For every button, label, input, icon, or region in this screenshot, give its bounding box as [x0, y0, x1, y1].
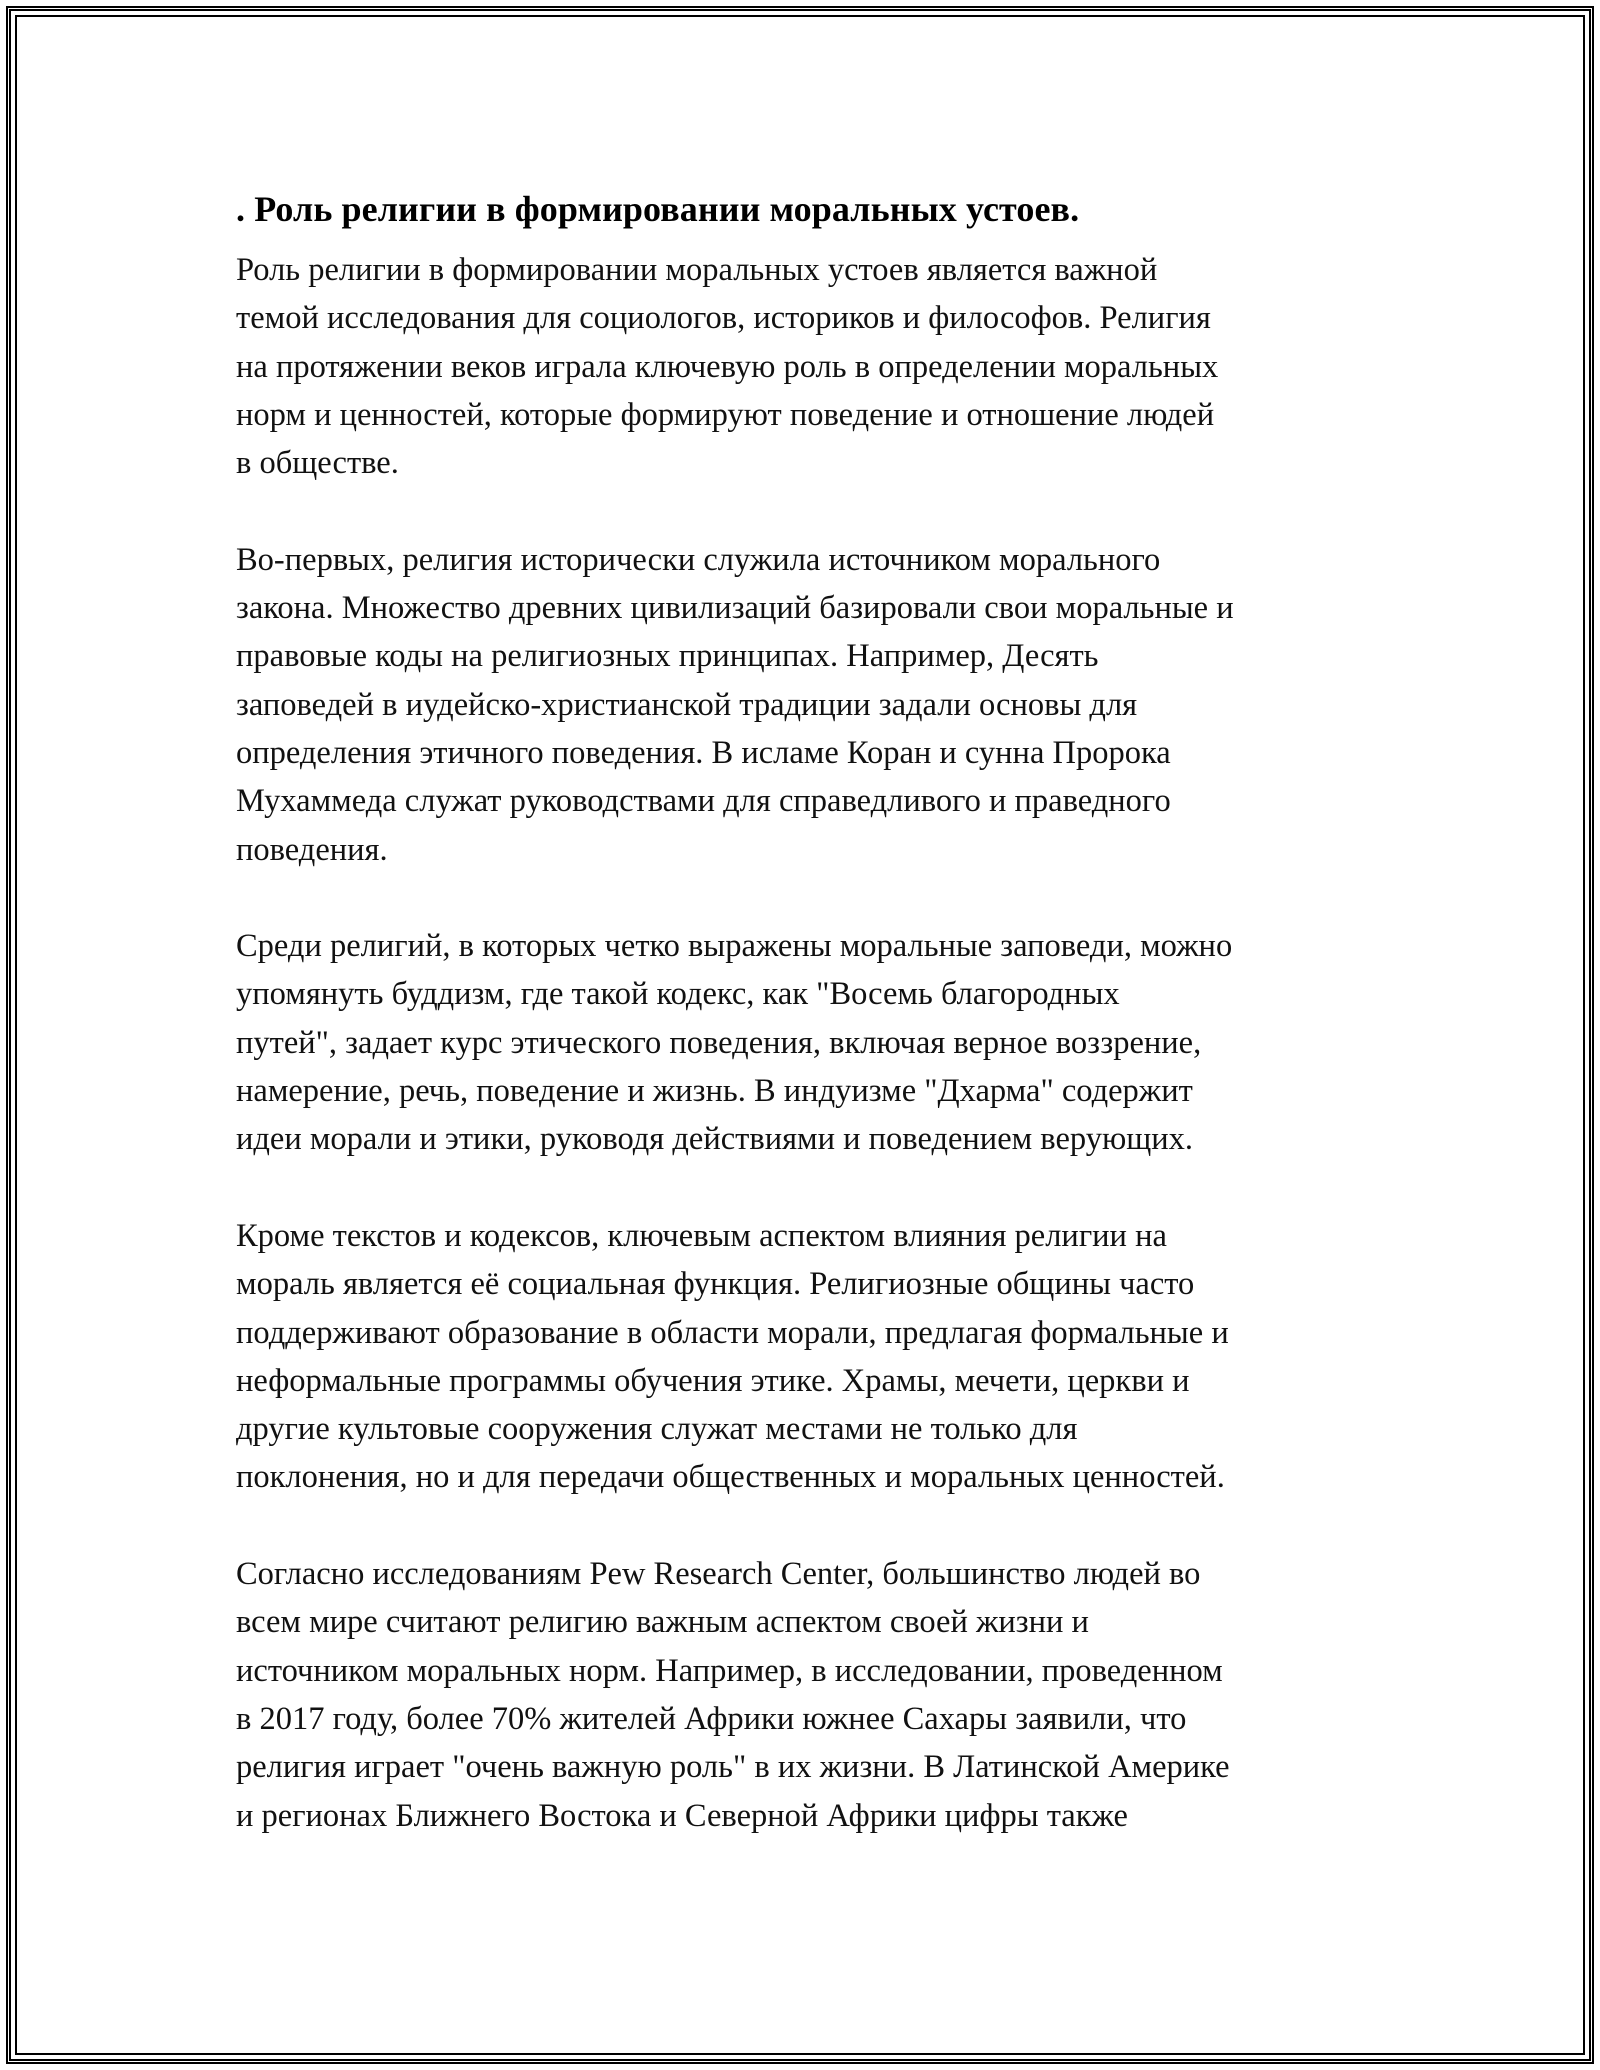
document-title: . Роль религии в формировании моральных устоев. — [236, 189, 1080, 229]
text-line: всем мире считают религию важным аспектом своей жизни и — [236, 1604, 1089, 1641]
text-line: Кроме текстов и кодексов, ключевым аспектом влияния религии на — [236, 1217, 1167, 1254]
text-line: Согласно исследованиям Pew Research Center, большинство людей во — [236, 1556, 1201, 1593]
text-line: и регионах Ближнего Востока и Северной Африки цифры также — [236, 1797, 1128, 1834]
text-line: в 2017 году, более 70% жителей Африки южнее Сахары заявили, что — [236, 1700, 1187, 1737]
text-line: поклонения, но и для передачи общественных и моральных ценностей. — [236, 1459, 1225, 1496]
text-line: Мухаммеда служат руководствами для справедливого и праведного — [236, 783, 1171, 820]
text-line: поведения. — [236, 831, 388, 868]
paragraph-religious-codes — [236, 922, 1376, 1163]
text-line: поддерживают образование в области морали, предлагая формальные и — [236, 1314, 1229, 1351]
text-line: норм и ценностей, которые формируют поведение и отношение людей — [236, 396, 1215, 433]
text-line: намерение, речь, поведение и жизнь. В индуизме "Дхарма" содержит — [236, 1073, 1193, 1110]
text-line: на протяжении веков играла ключевую роль в определении моральных — [236, 348, 1219, 385]
paragraph-moral-law — [236, 536, 1376, 874]
text-line: упомянуть буддизм, где такой кодекс, как "Восемь благородных — [236, 976, 1120, 1013]
paragraph-social-function — [236, 1212, 1376, 1502]
text-line: путей", задает курс этического поведения, включая верное воззрение, — [236, 1024, 1202, 1061]
paragraph-intro — [236, 246, 1376, 487]
text-line: Во-первых, религия исторически служила источником морального — [236, 541, 1161, 578]
text-line: другие культовые сооружения служат местами не только для — [236, 1411, 1078, 1448]
document-body — [236, 186, 1376, 1888]
text-line: Среди религий, в которых четко выражены моральные заповеди, можно — [236, 928, 1233, 965]
text-line: Роль религии в формировании моральных устоев является важной — [236, 252, 1158, 288]
text-line: источником моральных норм. Например, в исследовании, проведенном — [236, 1652, 1223, 1689]
text-line: определения этичного поведения. В исламе Коран и сунна Пророка — [236, 734, 1171, 771]
text-line: религия играет "очень важную роль" в их жизни. В Латинской Америке — [236, 1749, 1230, 1786]
paragraph-research — [236, 1550, 1376, 1840]
text-line: мораль является её социальная функция. Религиозные общины часто — [236, 1266, 1195, 1303]
text-line: идеи морали и этики, руководя действиями и поведением верующих. — [236, 1121, 1194, 1158]
text-line: в обществе. — [236, 445, 399, 482]
text-line: правовые коды на религиозных принципах. Например, Десять — [236, 638, 1099, 675]
text-line: неформальные программы обучения этике. Храмы, мечети, церкви и — [236, 1362, 1190, 1399]
text-line: закона. Множество древних цивилизаций базировали свои моральные и — [236, 590, 1234, 627]
text-line: заповедей в иудейско-христианской традиции задали основы для — [236, 686, 1138, 723]
text-line: темой исследования для социологов, историков и философов. Религия — [236, 300, 1211, 337]
